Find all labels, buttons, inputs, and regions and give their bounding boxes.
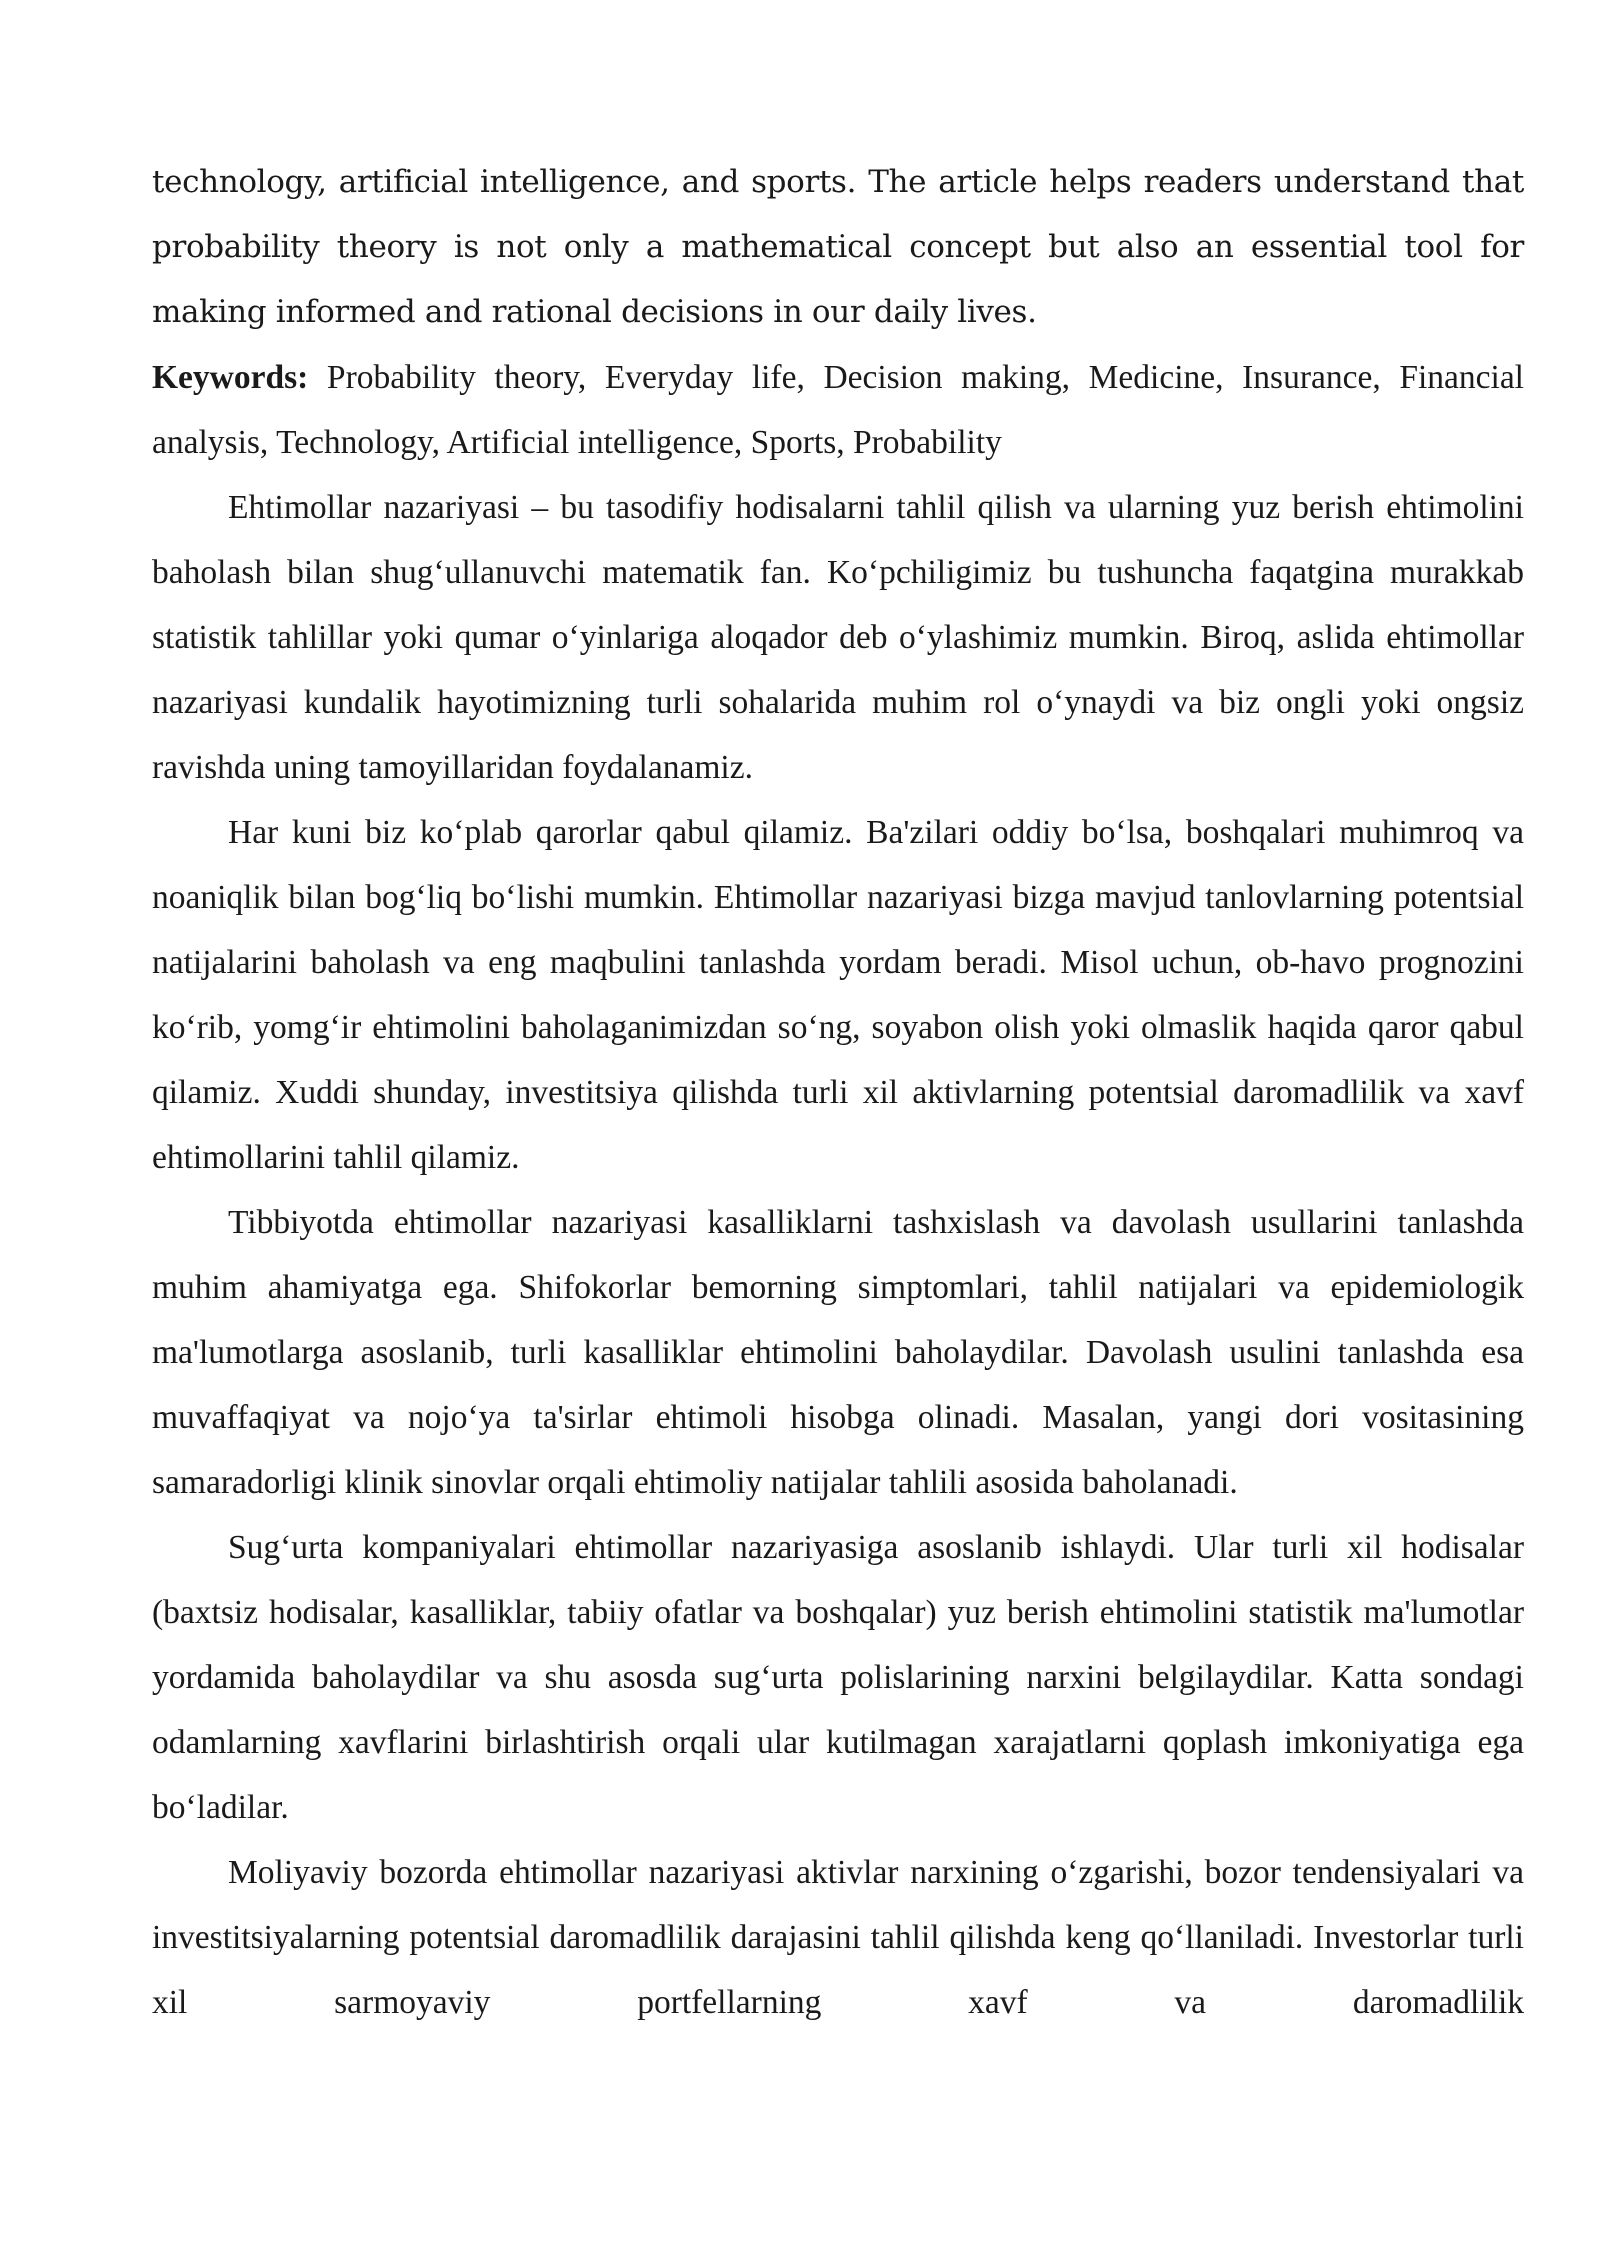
body-paragraph: Tibbiyotda ehtimollar nazariyasi kasalliklarni tashxislash va davolash usullarini tanlashda muhim ahamiyatga ega. Shifokorlar bemorning simptomlari, tahlil natijalari va epidemiologik ma'lumotlarga asoslanib, turli kasalliklar ehtimolini baholaydilar. Davolash usulini tanlashda esa muvaffaqiyat va nojo‘ya ta'sirlar ehtimoli hisobga olinadi. Masalan, yangi dori vositasining samaradorligi klinik sinovlar orqali ehtimoliy natijalar tahlili asosida baholanadi. bbox=[152, 1204, 1524, 1501]
body-paragraph: Har kuni biz ko‘plab qarorlar qabul qilamiz. Ba'zilari oddiy bo‘lsa, boshqalari muhimroq va noaniqlik bilan bog‘liq bo‘lishi mumkin. Ehtimollar nazariyasi bizga mavjud tanlovlarning potentsial natijalarini baholash va eng maqbulini tanlashda yordam beradi. Misol uchun, ob-havo prognozini ko‘rib, yomg‘ir ehtimolini baholaganimizdan so‘ng, soyabon olish yoki olmaslik haqida qaror qabul qilamiz. Xuddi shunday, investitsiya qilishda turli xil aktivlarning potentsial daromadlilik va xavf ehtimollarini tahlil qilamiz. bbox=[152, 814, 1524, 1176]
abstract-paragraph: technology, artificial intelligence, and sports. The article helps readers understand that probability theory is not only a mathematical concept but also an essential tool for making informed and rational decisions in our daily lives. bbox=[152, 164, 1524, 330]
keywords-label: Keywords: bbox=[152, 359, 309, 396]
keywords-text: Probability theory, Everyday life, Decision making, Medicine, Insurance, Financial analysis, Technology, Artificial intelligence, Sports, Probability bbox=[152, 359, 1524, 461]
document-page bbox=[152, 150, 1524, 2035]
body-paragraph: Moliyaviy bozorda ehtimollar nazariyasi aktivlar narxining o‘zgarishi, bozor tendensiyalari va investitsiyalarning potentsial daromadlilik darajasini tahlil qilishda keng qo‘llaniladi. Investorlar turli xil sarmoyaviy portfellarning xavf va daromadlilik bbox=[152, 1854, 1524, 2021]
body-paragraph: Ehtimollar nazariyasi – bu tasodifiy hodisalarni tahlil qilish va ularning yuz berish ehtimolini baholash bilan shug‘ullanuvchi matematik fan. Ko‘pchiligimiz bu tushuncha faqatgina murakkab statistik tahlillar yoki qumar o‘yinlariga aloqador deb o‘ylashimiz mumkin. Biroq, aslida ehtimollar nazariyasi kundalik hayotimizning turli sohalarida muhim rol o‘ynaydi va biz ongli yoki ongsiz ravishda uning tamoyillaridan foydalanamiz. bbox=[152, 489, 1524, 786]
keywords-paragraph bbox=[152, 345, 1524, 475]
body-paragraph: Sug‘urta kompaniyalari ehtimollar nazariyasiga asoslanib ishlaydi. Ular turli xil hodisalar (baxtsiz hodisalar, kasalliklar, tabiiy ofatlar va boshqalar) yuz berish ehtimolini statistik ma'lumotlar yordamida baholaydilar va shu asosda sug‘urta polislarining narxini belgilaydilar. Katta sondagi odamlarning xavflarini birlashtirish orqali ular kutilmagan xarajatlarni qoplash imkoniyatiga ega bo‘ladilar. bbox=[152, 1529, 1524, 1826]
